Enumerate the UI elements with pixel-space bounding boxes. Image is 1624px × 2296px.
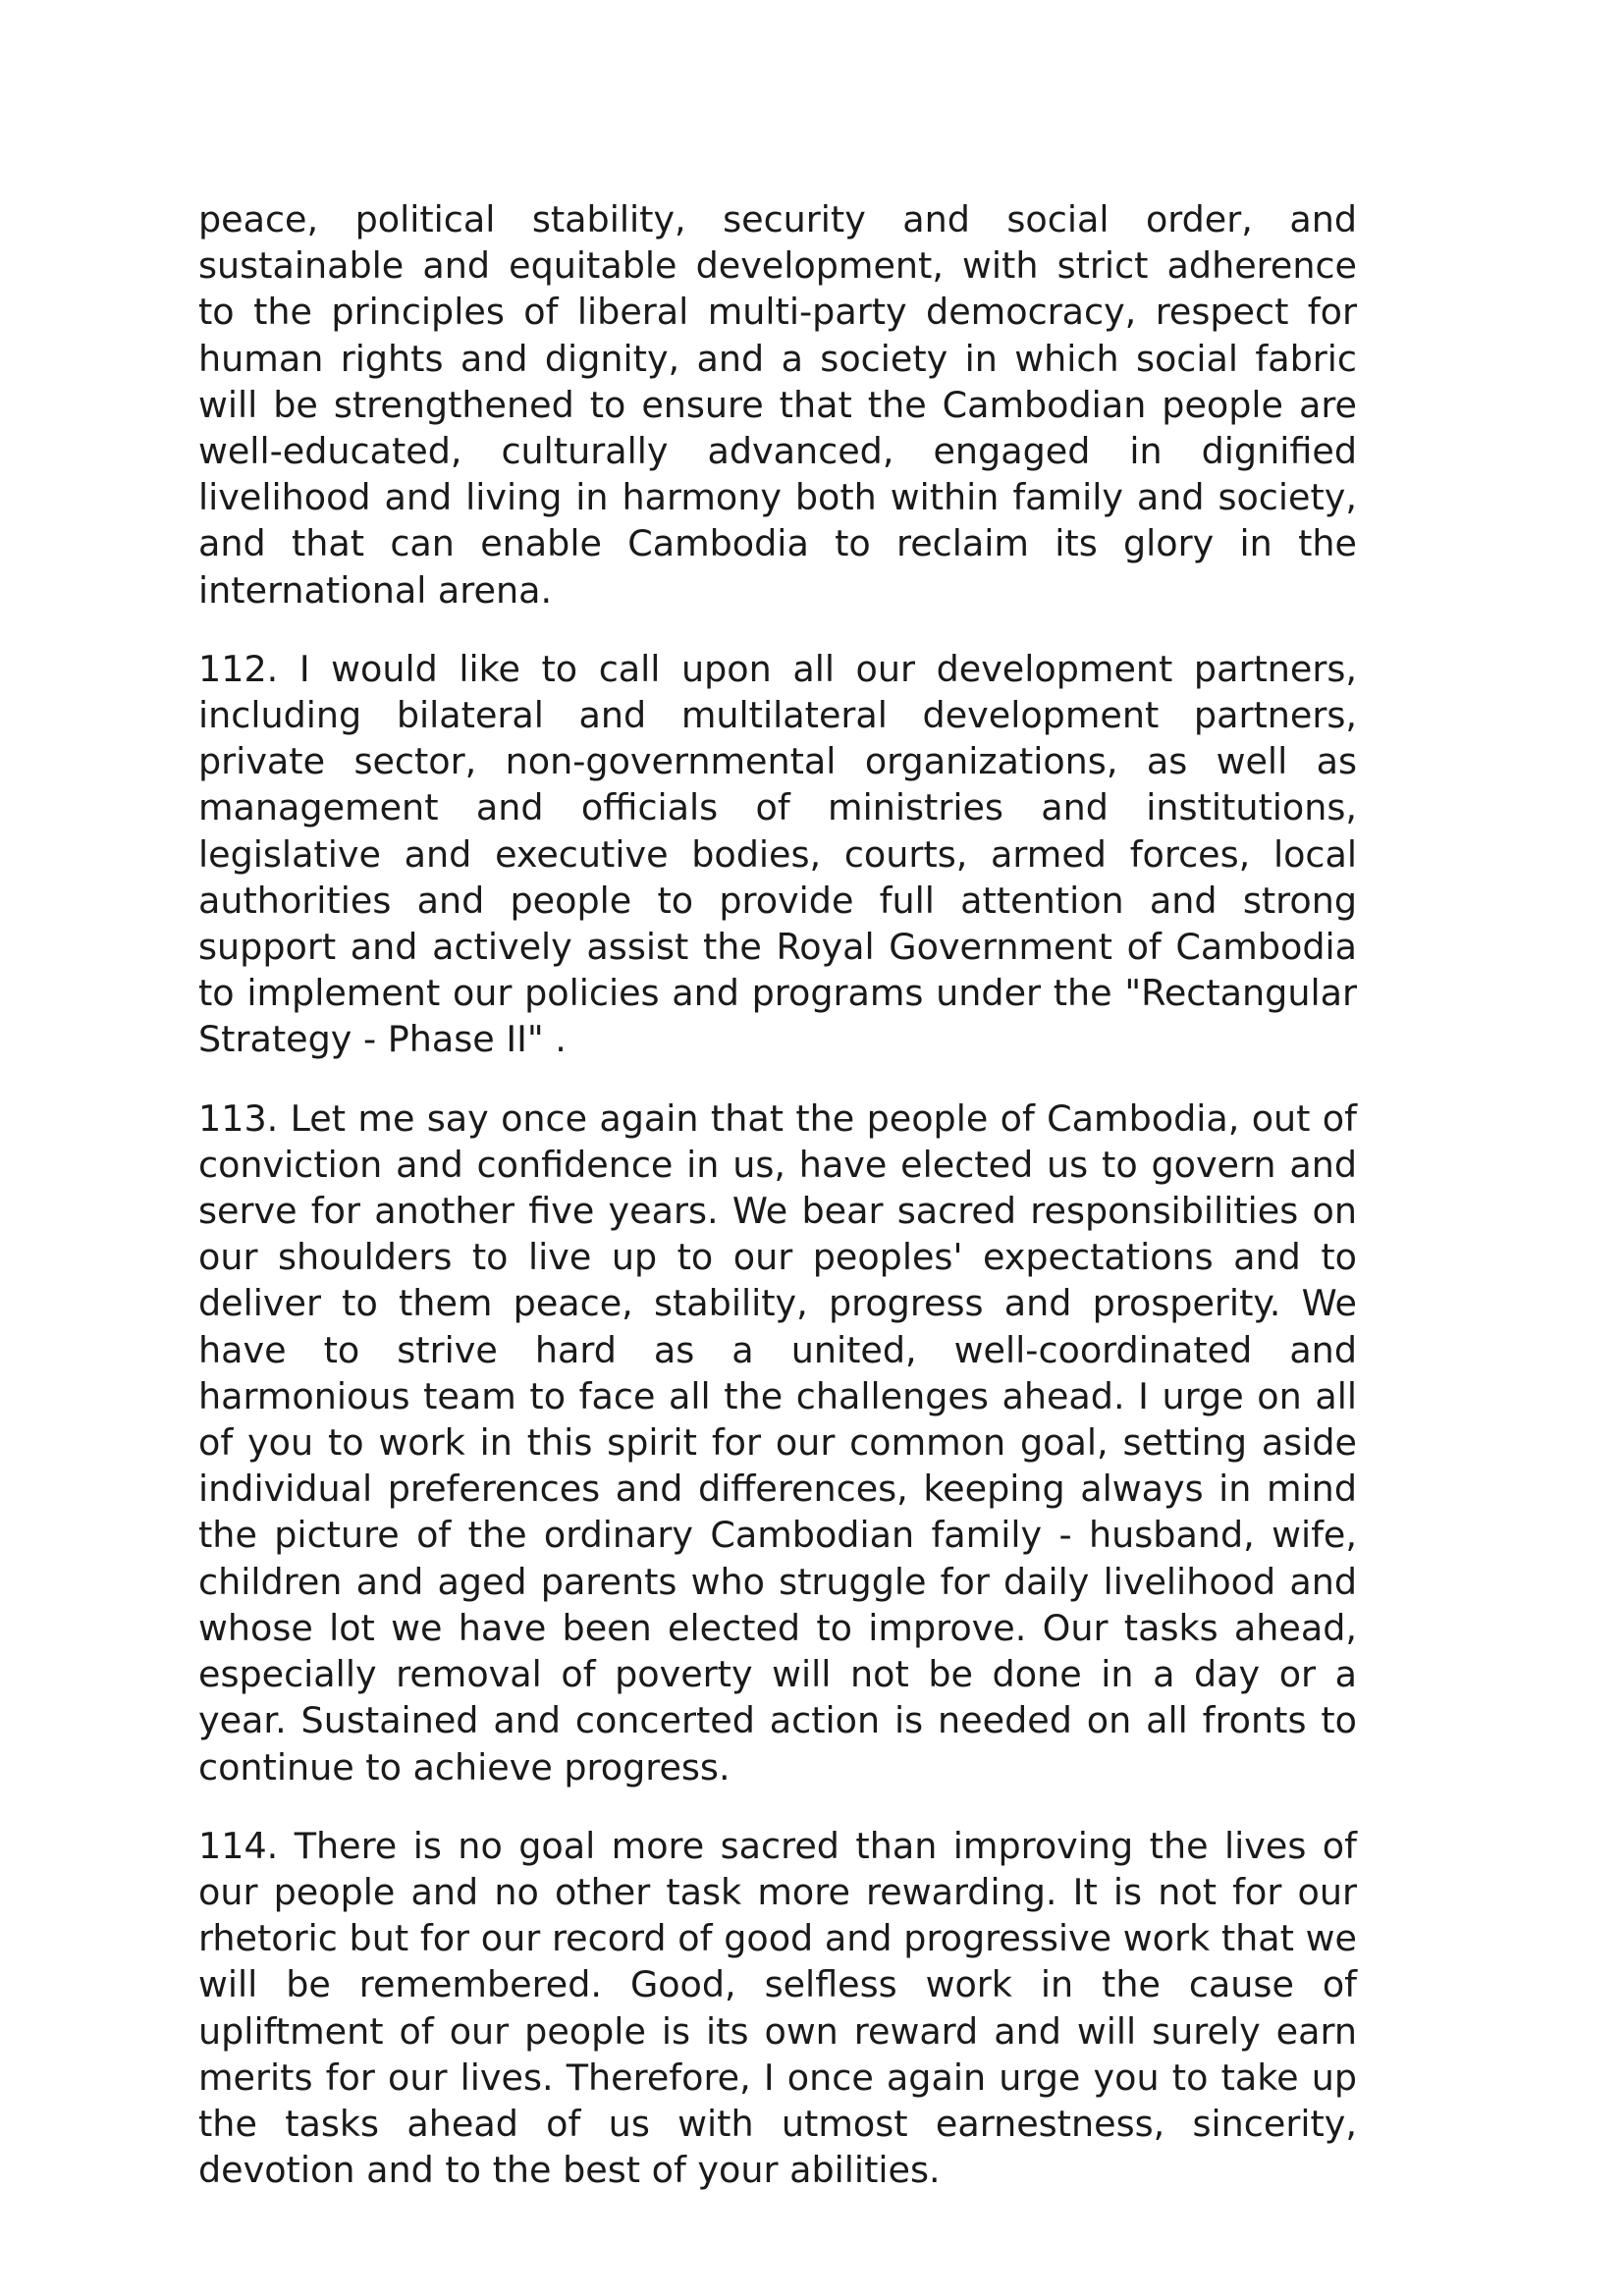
paragraph-continuation: peace, political stability, security and social order, and sustainable and equitable development, with strict adherence to the principles of liberal multi-party democracy, respect for human rights and dignity, and a society in which social fabric will be strengthened to ensure that the Cambodian people are well-educated, culturally advanced, engaged in dignified livelihood and living in harmony both within family and society, and that can enable Cambodia to reclaim its glory in the international arena. bbox=[198, 198, 1357, 612]
document-page bbox=[198, 196, 1357, 2193]
paragraph-113: 113. Let me say once again that the people of Cambodia, out of conviction and confidence in us, have elected us to govern and serve for another five years. We bear sacred responsibilities on our shoulders to live up to our peoples' expectations and to deliver to them peace, stability, progress and prosperity. We have to strive hard as a united, well-coordinated and harmonious team to face all the challenges ahead. I urge on all of you to work in this spirit for our common goal, setting aside individual preferences and differences, keeping always in mind the picture of the ordinary Cambodian family - husband, wife, children and aged parents who struggle for daily livelihood and whose lot we have been elected to improve. Our tasks ahead, especially removal of poverty will not be done in a day or a year. Sustained and concerted action is needed on all fronts to continue to achieve progress. bbox=[198, 1096, 1357, 1789]
paragraph-112: 112. I would like to call upon all our development partners, including bilateral and multilateral development partners, private sector, non-governmental organizations, as well as management and officials of ministries and institutions, legislative and executive bodies, courts, armed forces, local authorities and people to provide full attention and strong support and actively assist the Royal Government of Cambodia to implement our policies and programs under the "Rectangular Strategy - Phase II" . bbox=[198, 647, 1357, 1061]
paragraph-114: 114. There is no goal more sacred than improving the lives of our people and no other task more rewarding. It is not for our rhetoric but for our record of good and progressive work that we will be remembered. Good, selfless work in the cause of upliftment of our people is its own reward and will surely earn merits for our lives. Therefore, I once again urge you to take up the tasks ahead of us with utmost earnestness, sincerity, devotion and to the best of your abilities. bbox=[198, 1824, 1357, 2192]
